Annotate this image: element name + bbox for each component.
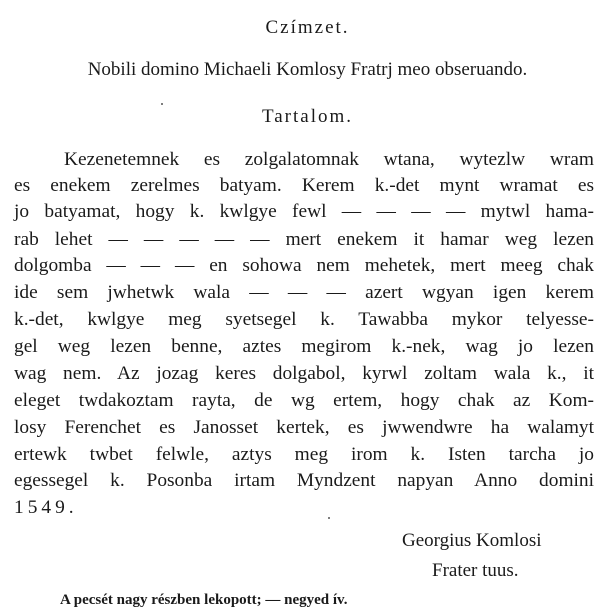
signature-title: Frater tuus. [432,560,519,581]
body-line: jo batyamat, hogy k. kwlgye fewl — — — — mytwl hama- [14,201,594,222]
body-line: rab lehet — — — — — mert enekem it hamar weg lezen [14,229,594,250]
body-line: egessegel k. Posonba irtam Myndzent napyan Anno domini [14,470,594,491]
body-line: ide sem jwhetwk wala — — — azert wgyan igen kerem [14,282,594,303]
body-line: dolgomba — — — en sohowa nem mehetek, mert meeg chak [14,255,594,276]
print-speck [328,517,330,519]
contents-heading: Tartalom. [261,106,354,127]
body-line-date: 1549. [14,497,78,518]
footnote: A pecsét nagy részben lekopott; — negyed ív. [60,592,348,608]
signature-name: Georgius Komlosi [402,530,542,551]
body-line: ertewk twbet felwle, aztys meg irom k. Isten tarcha jo [14,444,594,465]
body-line: losy Ferenchet es Janosset kertek, es jwwendwre ha walamyt [14,417,594,438]
body-line: wag nem. Az jozag keres dolgabol, kyrwl zoltam wala k., it [14,363,594,384]
document-title: Czímzet. [265,17,350,38]
body-line: k.-det, kwlgye meg syetsegel k. Tawabba mykor telyesse- [14,309,594,330]
body-line: eleget twdakoztam rayta, de wg ertem, hogy chak az Kom- [14,390,594,411]
body-line: es enekem zerelmes batyam. Kerem k.-det mynt wramat es [14,175,594,196]
address-line: Nobili domino Michaeli Komlosy Fratrj meo obseruando. [87,59,528,80]
body-line: gel weg lezen benne, aztes megirom k.-nek, wag jo lezen [14,336,594,357]
body-line: Kezenetemnek es zolgalatomnak wtana, wytezlw wram [64,149,594,170]
print-speck [161,103,163,105]
